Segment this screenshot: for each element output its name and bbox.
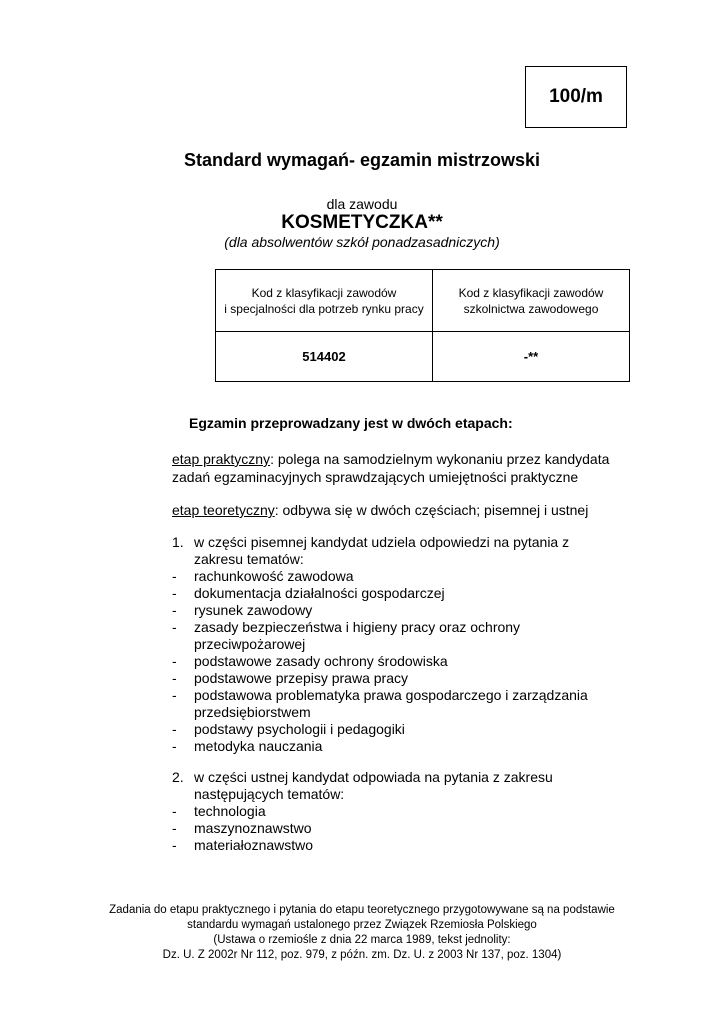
header-right-line2: szkolnictwa zawodowego — [463, 301, 599, 316]
profession-name: KOSMETYCZKA** — [281, 212, 443, 233]
list-item-text: rachunkowość zawodowa — [194, 568, 354, 584]
list-item — [172, 687, 642, 721]
list-item — [172, 619, 642, 653]
theoretical-stage-label: etap teoretyczny — [172, 502, 275, 518]
list-item-text: podstawowe przepisy prawa pracy — [194, 670, 408, 686]
bullet-dash: - — [172, 653, 177, 669]
list-item-text: przeciwpożarowej — [194, 636, 306, 652]
list-item-text: materiałoznawstwo — [194, 837, 314, 853]
list-item — [172, 721, 642, 738]
oral-part-intro — [172, 769, 642, 803]
list-item — [172, 670, 642, 687]
practical-stage-text-2: zadań egzaminacyjnych sprawdzających umiejętności praktyczne — [172, 469, 579, 485]
list-number: 2. — [172, 769, 184, 785]
list-item — [172, 738, 642, 755]
subtitle: (dla absolwentów szkół ponadzasadniczych) — [224, 234, 500, 250]
written-topics — [172, 568, 642, 755]
header-left-line2: i specjalności dla potrzeb rynku pracy — [224, 301, 424, 316]
list-item — [172, 602, 642, 619]
practical-stage — [172, 450, 609, 486]
theoretical-stage — [172, 501, 588, 519]
for-profession-label: dla zawodu — [326, 196, 398, 212]
list-item — [172, 585, 642, 602]
list-item — [172, 803, 642, 820]
header-labour-market-code — [216, 270, 433, 332]
footer-line: (Ustawa o rzemiośle z dnia 22 marca 1989, tekst jednolity: — [213, 934, 511, 946]
list-item-text: zasady bezpieczeństwa i higieny pracy oraz ochrony — [194, 619, 521, 635]
classification-table — [215, 269, 630, 382]
list-item — [172, 820, 642, 837]
footer-line: Zadania do etapu praktycznego i pytania do etapu teoretycznego przygotowywane są na podstawie — [109, 904, 615, 916]
bullet-dash: - — [172, 738, 177, 754]
bullet-dash: - — [172, 687, 177, 703]
bullet-dash: - — [172, 619, 177, 635]
practical-stage-label: etap praktyczny — [172, 451, 271, 467]
footer-line: Dz. U. Z 2002r Nr 112, poz. 979, z późn. zm. Dz. U. z 2003 Nr 137, poz. 1304) — [162, 949, 562, 961]
list-item-text: przedsiębiorstwem — [194, 704, 311, 720]
bullet-dash: - — [172, 602, 177, 618]
value-school-code: -** — [433, 332, 630, 382]
list-item-text: dokumentacja działalności gospodarczej — [194, 585, 445, 601]
list-number: 1. — [172, 534, 184, 550]
bullet-dash: - — [172, 670, 177, 686]
oral-intro-line1: w części ustnej kandydat odpowiada na pytania z zakresu — [194, 769, 553, 785]
theoretical-stage-text: : odbywa się w dwóch częściach; pisemnej i ustnej — [274, 502, 589, 518]
header-right-line1: Kod z klasyfikacji zawodów — [458, 285, 604, 300]
footer-note — [0, 903, 724, 963]
bullet-dash: - — [172, 837, 177, 853]
topics-list — [172, 534, 642, 854]
document-code-badge: 100/m — [525, 66, 627, 128]
bullet-dash: - — [172, 721, 177, 737]
list-item — [172, 653, 642, 670]
header-school-code — [433, 270, 630, 332]
written-intro-line2: zakresu tematów: — [194, 551, 304, 567]
list-item-text: rysunek zawodowy — [194, 602, 313, 618]
bullet-dash: - — [172, 820, 177, 836]
practical-stage-text: : polega na samodzielnym wykonaniu przez kandydata — [270, 451, 610, 467]
footer-line: standardu wymagań ustalonego przez Związek Rzemiosła Polskiego — [187, 919, 537, 931]
list-item-text: metodyka nauczania — [194, 738, 323, 754]
bullet-dash: - — [172, 568, 177, 584]
oral-topics — [172, 803, 642, 854]
table-header-row — [216, 270, 630, 332]
table-value-row — [216, 332, 630, 382]
list-item-text: podstawy psychologii i pedagogiki — [194, 721, 405, 737]
written-part-intro — [172, 534, 642, 568]
list-item-text: podstawowa problematyka prawa gospodarczego i zarządzania — [194, 687, 588, 703]
page-title: Standard wymagań- egzamin mistrzowski — [183, 150, 541, 170]
bullet-dash: - — [172, 585, 177, 601]
bullet-dash: - — [172, 803, 177, 819]
exam-intro: Egzamin przeprowadzany jest w dwóch etapach: — [189, 415, 513, 431]
value-labour-market-code: 514402 — [216, 332, 433, 382]
list-item-text: podstawowe zasady ochrony środowiska — [194, 653, 448, 669]
oral-intro-line2: następujących tematów: — [194, 786, 345, 802]
list-item-text: maszynoznawstwo — [194, 820, 312, 836]
list-item — [172, 837, 642, 854]
list-item-text: technologia — [194, 803, 266, 819]
header-left-line1: Kod z klasyfikacji zawodów — [251, 285, 397, 300]
list-item — [172, 568, 642, 585]
written-intro-line1: w części pisemnej kandydat udziela odpowiedzi na pytania z — [194, 534, 570, 550]
